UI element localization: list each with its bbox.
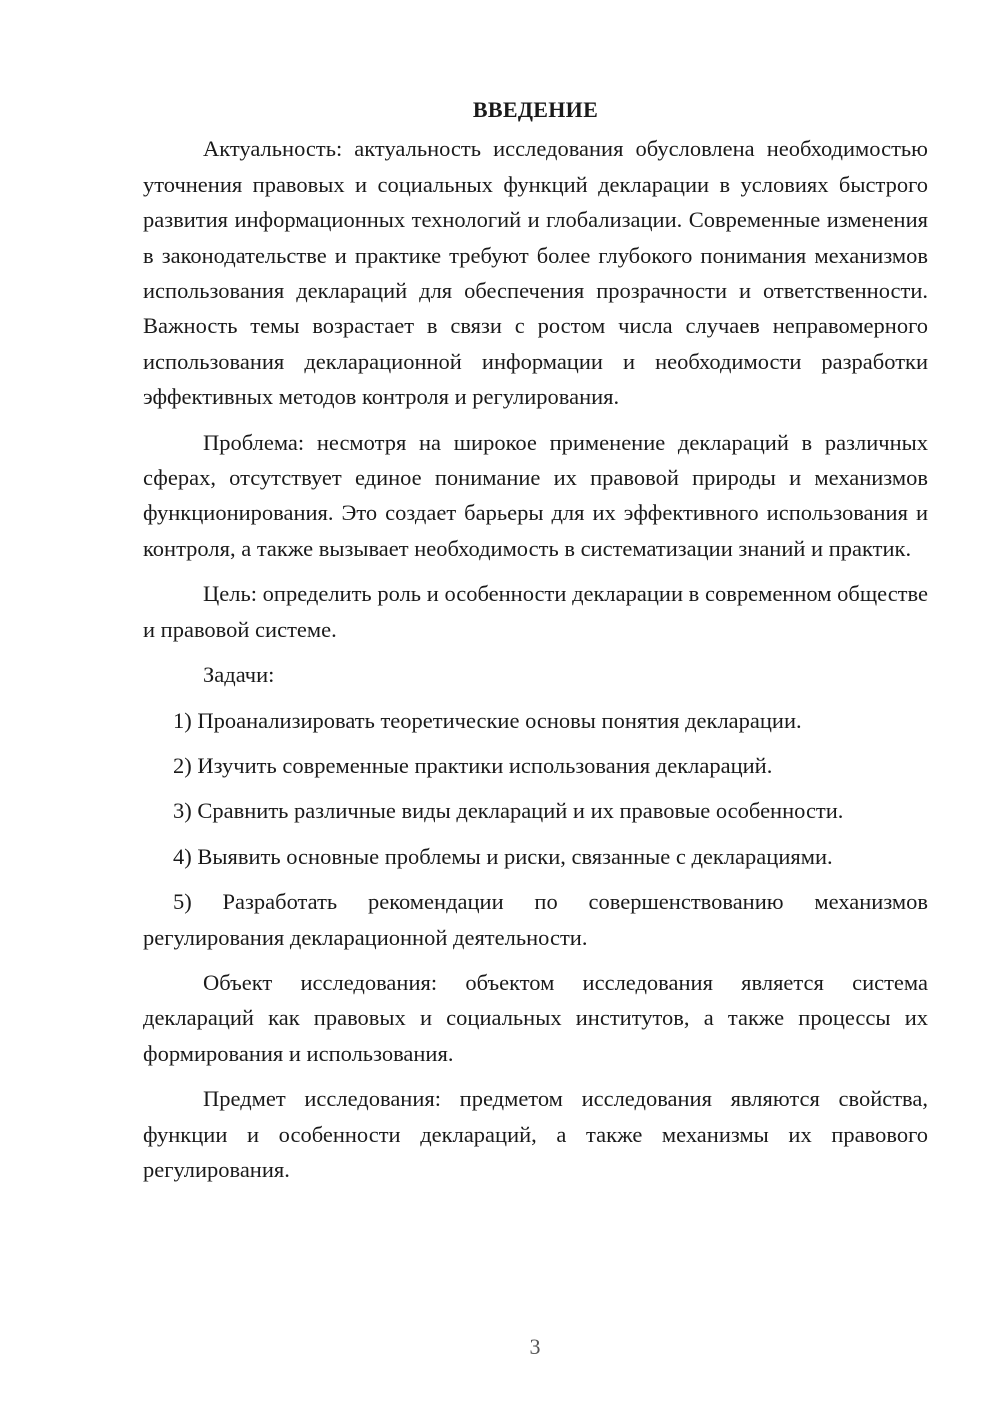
paragraph-object: Объект исследования: объектом исследования является система деклараций как правовых и социальных институтов, а также процессы их формирования и использования. — [143, 969, 928, 1066]
page-number: 3 — [529, 1334, 541, 1359]
task-item: 1) Проанализировать теоретические основы понятия декларации. — [173, 707, 802, 733]
section-title: ВВЕДЕНИЕ — [472, 97, 599, 122]
task-item: 4) Выявить основные проблемы и риски, связанные с декларациями. — [173, 843, 833, 869]
task-item: 5) Разработать рекомендации по совершенствованию механизмов регулирования декларационной деятельности. — [143, 889, 928, 950]
task-item: 3) Сравнить различные виды деклараций и их правовые особенности. — [173, 798, 844, 824]
document-page — [143, 92, 928, 1197]
tasks-heading: Задачи: — [203, 662, 275, 688]
paragraph-problem: Проблема: несмотря на широкое применение деклараций в различных сферах, отсутствует единое понимание их правовой природы и механизмов функционирования. Это создает барьеры для их эффективного использования и контроля, а также вызывает необходимость в систематизации знаний и практик. — [143, 429, 928, 561]
paragraph-goal: Цель: определить роль и особенности декларации в современном обществе и правовой системе. — [143, 581, 928, 642]
task-item: 2) Изучить современные практики использования деклараций. — [173, 752, 773, 778]
paragraph-subject: Предмет исследования: предметом исследования являются свойства, функции и особенности деклараций, а также механизмы их правового регулирования. — [143, 1086, 928, 1182]
paragraph-relevance: Актуальность: актуальность исследования обусловлена необходимостью уточнения правовых и социальных функций декларации в условиях быстрого развития информационных технологий и глобализации. Современные изменения в законодательстве и практике требуют более глубокого понимания механизмов использования деклараций для обеспечения прозрачности и ответственности. Важность темы возрастает в связи с ростом числа случаев неправомерного использования декларационной информации и необходимости разработки эффективных методов контроля и регулирования. — [143, 136, 928, 410]
